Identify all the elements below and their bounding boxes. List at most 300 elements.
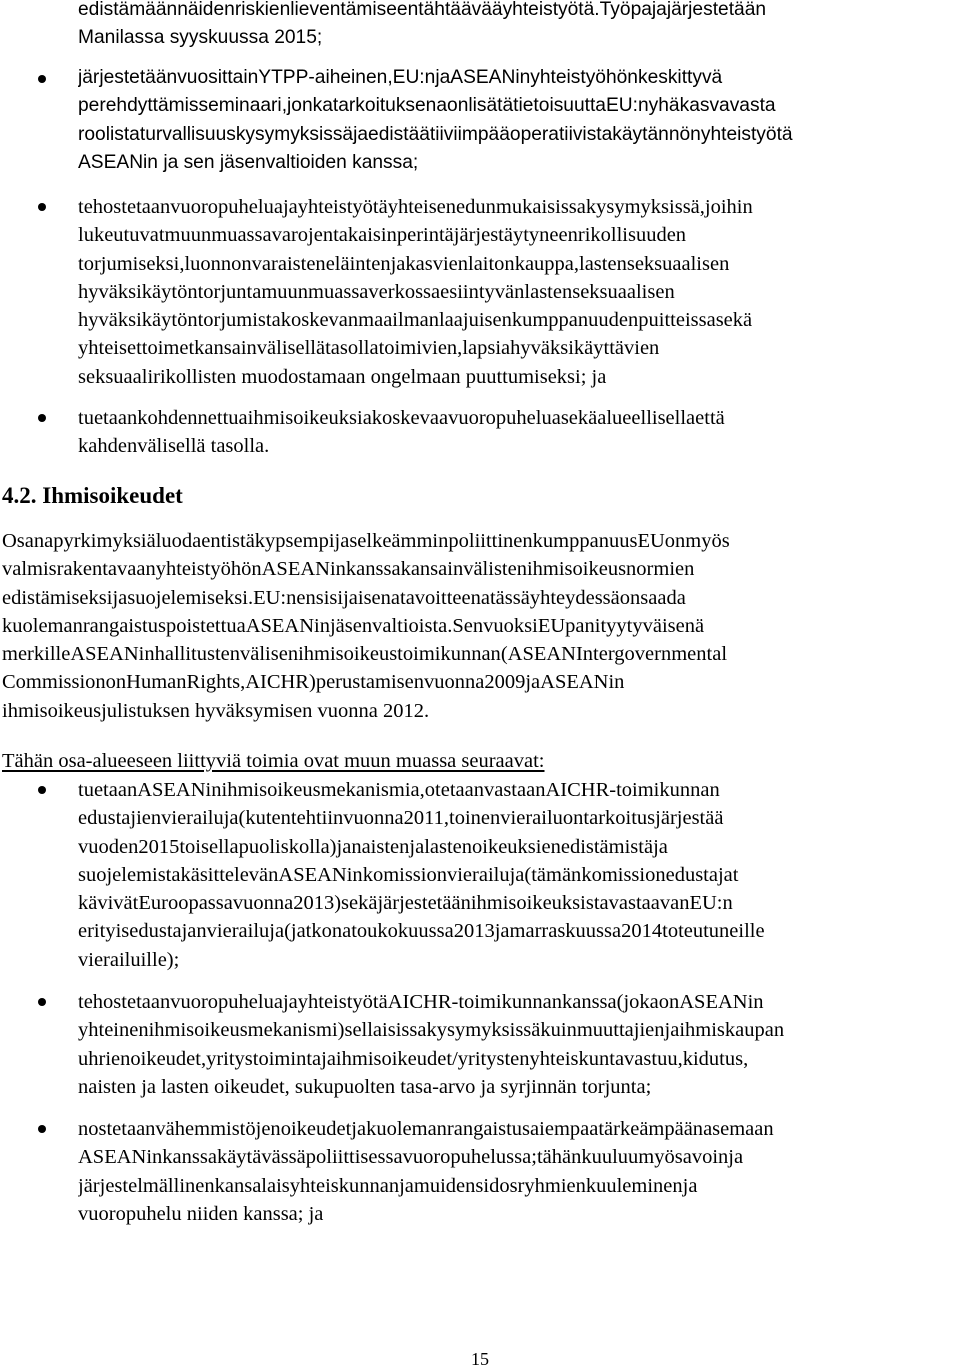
word: nostetaan: [78, 1118, 156, 1140]
word: hyväksikäyttävien: [510, 337, 660, 360]
word: Intergovernmental: [575, 643, 728, 666]
text-line: [2, 527, 958, 555]
word: järjestetään: [377, 892, 471, 915]
word: vierailuja: [161, 807, 239, 830]
word: kanssa: [561, 991, 617, 1013]
word: poliittisessa: [305, 1146, 403, 1169]
word: lasten: [579, 252, 627, 275]
word: muun: [164, 224, 212, 247]
word: luoda: [155, 530, 202, 552]
word: käytännön: [612, 123, 701, 145]
word: jonka: [287, 95, 333, 117]
word: ASEANin: [540, 671, 625, 694]
word: (jatkona: [284, 920, 352, 943]
word: tehostetaan: [78, 196, 171, 218]
word: tarkoitus: [583, 807, 656, 830]
word: ensisijaisena: [296, 586, 401, 609]
word: ja: [282, 991, 298, 1013]
word: pani: [565, 614, 601, 637]
word: Osana: [2, 530, 54, 552]
word: 2014: [621, 920, 663, 943]
word: käsittelevän: [180, 863, 279, 886]
bullet-item: [78, 193, 958, 391]
word: kuuluu: [581, 1146, 639, 1169]
word: hyväksikäytön: [78, 280, 198, 303]
word: järjestää: [655, 807, 724, 830]
word: oikeudet,: [130, 1047, 207, 1070]
word: ASEANin: [261, 558, 346, 581]
word: edistää: [368, 123, 430, 145]
word: kasvien: [405, 252, 468, 275]
word: 2013): [293, 892, 342, 915]
word: ASEANin: [70, 643, 155, 666]
word: koskevaa: [371, 407, 449, 429]
text-line: [78, 64, 958, 92]
word: ASEANin: [245, 614, 330, 637]
word: ja: [282, 196, 298, 218]
word: suojelemiseksi.: [127, 586, 254, 609]
word: pyrkimyksiä: [53, 530, 156, 552]
text-line: [2, 640, 958, 668]
word: ihmisoikeustoimikunnan: [298, 643, 501, 666]
word: on: [562, 807, 584, 830]
word: yhteistyöhön: [155, 558, 262, 581]
word: ihmisoikeusmekanismia,: [221, 779, 425, 801]
word: keskittyvä: [637, 67, 723, 88]
word: uhrien: [78, 1047, 131, 1070]
word: toisella: [179, 835, 239, 858]
word: (tämän: [524, 863, 582, 886]
word: torjumiseksi,: [78, 252, 185, 275]
word: esiintyvän: [440, 280, 525, 303]
bullet-item: [78, 988, 958, 1101]
word: sekä: [715, 309, 753, 332]
word: ja: [351, 1118, 367, 1140]
word: toteutuneille: [662, 920, 765, 943]
word: jäsenvaltioista.: [329, 614, 453, 637]
word: lukeutuvat: [78, 224, 165, 247]
word: Human: [126, 671, 187, 694]
word: vierailuja: [446, 863, 525, 886]
word: sekä: [341, 892, 378, 915]
word: vuoropuhelua: [448, 407, 561, 429]
word: oikeudet: [280, 1118, 352, 1140]
word: myös: [638, 1146, 683, 1169]
word: näiden: [177, 0, 235, 20]
word: vierailu: [500, 807, 563, 830]
word: ja: [728, 1146, 744, 1169]
word: merkille: [2, 643, 71, 666]
word: komission: [581, 863, 666, 886]
text-line: [78, 250, 958, 278]
word: turvallisuuskysymyksissä: [139, 123, 354, 145]
word: seksuaalisen: [572, 280, 675, 303]
text-line: [78, 92, 958, 120]
text-line: [78, 1143, 958, 1171]
word: järjestetään: [666, 0, 767, 20]
word: EU:n: [392, 67, 436, 88]
word: kanssa: [162, 1146, 217, 1169]
text-line: Manilassa syyskuussa 2015;: [78, 27, 323, 49]
word: vastaavan: [608, 892, 690, 915]
word: tarkoituksena: [332, 95, 448, 117]
text-line: [78, 889, 958, 917]
text-line: [78, 1172, 958, 1200]
bullet-item: [78, 64, 958, 177]
word: yhteistyötä: [297, 991, 388, 1013]
bullet-item: [78, 1115, 958, 1228]
text-line: [78, 121, 958, 149]
word: EU: [637, 530, 665, 552]
word: kuolemanrangaistus: [2, 614, 166, 637]
word: ASEANin: [78, 1146, 163, 1169]
text-line: [2, 555, 958, 583]
word: AICHR-toimikunnan: [545, 779, 720, 801]
word: kauppa,: [514, 252, 580, 275]
word: mukaisissa: [495, 196, 586, 218]
word: ja: [336, 835, 352, 858]
text-line: [78, 861, 958, 889]
word: toinen: [449, 807, 501, 830]
word: eläinten: [325, 252, 391, 275]
word: kävivät: [78, 892, 139, 915]
word: rikollisuuden: [577, 224, 687, 247]
word: on: [658, 991, 680, 1013]
word: sekä: [560, 407, 598, 429]
word: käytävässä: [216, 1146, 306, 1169]
text-line: [78, 833, 958, 861]
word: kidutus,: [682, 1047, 749, 1070]
word: ja: [653, 835, 668, 858]
bullet-item: [78, 776, 958, 974]
text-line: [78, 917, 958, 945]
word: ihmisoikeudet: [335, 1047, 453, 1070]
bullet-marker: [38, 75, 46, 83]
text-line: [78, 404, 958, 432]
section-paragraph: [2, 527, 958, 725]
text-line: ihmisoikeusjulistuksen hyväksymisen vuonna 2012.: [2, 699, 430, 722]
word: ihmisoikeuksista: [470, 892, 609, 915]
word: AICHR-toimikunnan: [387, 991, 562, 1013]
text-line: [78, 221, 958, 249]
word: erityisedustajan: [78, 920, 207, 943]
word: hyväksikäytön: [78, 309, 198, 332]
word: puitteissa: [638, 309, 716, 332]
word: kysymyksissä: [426, 1019, 541, 1042]
word: perehdyttämisseminaari,: [78, 95, 288, 117]
word: järjestetään: [78, 67, 178, 88]
word: takaisinperintä: [333, 224, 454, 247]
word: torjunta: [197, 280, 262, 303]
word: vuonna: [232, 892, 294, 915]
word: ja: [353, 123, 369, 145]
word: järjestäytyneen: [453, 224, 578, 247]
word: ASEANin: [679, 991, 764, 1013]
word: alueellisella: [597, 407, 696, 429]
word: vuoropuhelua: [170, 991, 283, 1013]
word: vuonna: [343, 807, 404, 830]
continued-bullet-text: [78, 0, 958, 53]
word: torjumista: [197, 309, 281, 332]
word: valmis: [2, 558, 57, 581]
word: ihmisoikeusmekanismi): [148, 1019, 345, 1042]
word: muassa: [308, 280, 369, 303]
word: muiden: [413, 1174, 476, 1197]
word: koskevan: [280, 309, 359, 332]
word: että: [695, 407, 725, 429]
word: ASEANin: [450, 67, 531, 88]
word: poistettua: [165, 614, 246, 637]
word: YTPP-aiheinen,: [258, 67, 393, 88]
word: lisätä: [468, 95, 514, 117]
word: edistämiseksi: [2, 586, 113, 609]
page-number: 15: [471, 1349, 489, 1369]
word: edun: [456, 196, 496, 218]
word: ihmisoikeusnormien: [526, 558, 695, 581]
word: aiempaa: [530, 1118, 599, 1140]
word: kansalaisyhteiskunnan: [214, 1174, 400, 1197]
word: edustajien: [78, 807, 162, 830]
word: tässä: [489, 586, 530, 609]
word: kumppanuus: [532, 530, 638, 552]
word: edustajat: [665, 863, 739, 886]
word: toimet: [141, 337, 195, 360]
word: tuetaan: [78, 779, 138, 801]
word: kohdennettua: [137, 407, 248, 429]
word: (ASEAN: [500, 643, 576, 666]
text-line: [2, 668, 958, 696]
word: kysymyksissä,: [585, 196, 705, 218]
word: ASEANin: [278, 863, 363, 886]
word: ja: [525, 671, 541, 694]
text-line: [78, 334, 958, 362]
word: yhteydessä: [529, 586, 620, 609]
word: yhteiskuntavastuu,: [529, 1047, 683, 1070]
word: vuonna: [423, 671, 485, 694]
word: marraskuussa: [509, 920, 622, 943]
word: vierailuja: [206, 920, 285, 943]
word: poliittinen: [448, 530, 533, 552]
word: 2011,: [403, 807, 450, 830]
word: riskien: [234, 0, 291, 20]
word: luonnonvaraisten: [184, 252, 326, 275]
word: yhteistyötä.: [502, 0, 600, 20]
word: lasten: [524, 280, 573, 303]
word: tiiviimpää: [429, 123, 510, 145]
word: ja: [334, 530, 350, 552]
text-line: [78, 1115, 958, 1143]
text-line: [78, 1045, 958, 1073]
text-line: [78, 988, 958, 1016]
word: tärkeämpään: [598, 1118, 704, 1140]
word: kansainvälisten: [400, 558, 527, 581]
word: vastaan: [483, 779, 546, 801]
word: yritystoiminta: [206, 1047, 322, 1070]
word: ja: [321, 1047, 336, 1070]
word: kansainvälisellä: [194, 337, 326, 360]
word: yritysten: [457, 1047, 530, 1070]
word: myös: [685, 530, 730, 552]
word: EU:n: [253, 586, 297, 609]
text-line: [78, 193, 958, 221]
word: asemaan: [703, 1118, 774, 1140]
bullet-marker: [38, 786, 46, 794]
word: muun: [261, 280, 309, 303]
word: yhteiset: [78, 337, 142, 360]
word: toimivien,: [378, 337, 463, 360]
word: edistämistä: [560, 835, 654, 858]
word: tietoisuutta: [513, 95, 606, 117]
text-line: [78, 306, 958, 334]
word: 2015: [138, 835, 180, 858]
bullet-marker: [38, 1125, 46, 1133]
text-line: [78, 1016, 958, 1044]
word: tuetaan: [78, 407, 138, 429]
word: ja: [409, 835, 425, 858]
word: naisten: [351, 835, 410, 858]
bullet-marker: [38, 414, 46, 422]
text-line: [2, 584, 958, 612]
subheading: Tähän osa-alueeseen liittyviä toimia ovat muun muassa seuraavat:: [2, 750, 545, 772]
section-heading: 4.2. Ihmisoikeudet: [2, 483, 183, 508]
word: roolista: [78, 123, 140, 145]
word: on: [664, 530, 686, 552]
word: seksuaalisen: [626, 252, 730, 275]
word: /: [452, 1047, 458, 1070]
word: otetaan: [424, 779, 484, 801]
word: saada: [640, 586, 686, 609]
word: vuosittain: [177, 67, 259, 88]
word: ASEANin: [137, 779, 222, 801]
word: ja: [390, 252, 406, 275]
word: edistämään: [78, 0, 178, 20]
word: lasten: [424, 835, 473, 858]
word: (kuten: [238, 807, 291, 830]
word: yhteistyötä: [700, 123, 793, 145]
word: on: [447, 95, 469, 117]
word: AICHR): [245, 671, 316, 694]
word: kasvavasta: [679, 95, 776, 117]
word: ja: [682, 1174, 698, 1197]
word: 2013: [453, 920, 495, 943]
word: kuin: [540, 1019, 577, 1042]
word: EU:n: [689, 892, 733, 915]
word: 2009: [484, 671, 526, 694]
word: komission: [362, 863, 447, 886]
word: tehostetaan: [78, 991, 171, 1013]
word: vuoropuhelua: [170, 196, 283, 218]
word: kumppanuuden: [511, 309, 639, 332]
word: tyytyväisenä: [600, 614, 705, 637]
text-line: [78, 0, 958, 24]
word: tehtiin: [290, 807, 344, 830]
word: vuoden: [78, 835, 139, 858]
word: tasolla: [325, 337, 379, 360]
word: Sen: [452, 614, 484, 637]
word: tavoitteena: [400, 586, 490, 609]
word: yhteinen: [78, 1019, 149, 1042]
word: yhteisen: [387, 196, 457, 218]
word: Commission: [2, 671, 106, 694]
word: maailmanlaajuisen: [358, 309, 512, 332]
word: on: [105, 671, 127, 694]
text-line: seksuaalirikollisten muodostamaan ongelmaan puuttumiseksi; ja: [78, 365, 607, 388]
text-line: [78, 776, 958, 804]
word: verkossa: [368, 280, 441, 303]
word: ja: [494, 920, 510, 943]
word: puoliskolla): [238, 835, 337, 858]
word: vuoksi: [483, 614, 538, 637]
text-line: kahdenvälisellä tasolla.: [78, 435, 270, 458]
word: ja: [399, 1174, 414, 1197]
word: oikeuksien: [472, 835, 561, 858]
word: kanssa: [345, 558, 401, 581]
word: ja: [112, 586, 128, 609]
word: perustamisen: [315, 671, 424, 694]
word: kuuleminen: [585, 1174, 683, 1197]
word: vähemmistöjen: [155, 1118, 281, 1140]
word: yhteistyötä: [297, 196, 388, 218]
word: hallitustenvälisen: [154, 643, 299, 666]
word: ja: [664, 1019, 680, 1042]
word: avoin: [682, 1146, 729, 1169]
word: (joka: [616, 991, 659, 1013]
word: Euroopassa: [138, 892, 233, 915]
word: yhä: [648, 95, 680, 117]
word: järjestelmällinen: [78, 1174, 215, 1197]
word: EU: [537, 614, 566, 637]
word: kuolemanrangaistus: [366, 1118, 531, 1140]
word: lapsia: [462, 337, 511, 360]
word: sidosryhmien: [475, 1174, 586, 1197]
word: toukokuussa: [351, 920, 454, 943]
word: laiton: [468, 252, 515, 275]
word: Työpaja: [599, 0, 667, 20]
word: entistä: [201, 530, 255, 552]
text-line: vuoropuhelu niiden kanssa; ja: [78, 1202, 324, 1225]
word: lieventämiseen: [290, 0, 419, 20]
word: muuttajien: [576, 1019, 665, 1042]
word: muassa: [211, 224, 272, 247]
word: varojen: [271, 224, 334, 247]
word: joihin: [704, 196, 753, 218]
text-line: [78, 278, 958, 306]
text-line: ASEANin ja sen jäsenvaltioiden kanssa;: [78, 151, 419, 173]
word: kypsempi: [254, 530, 335, 552]
word: tähtäävää: [418, 0, 503, 20]
word: yhteistyöhön: [530, 67, 638, 88]
bullet-marker: [38, 203, 46, 211]
word: tähän: [536, 1146, 582, 1169]
bullet-marker: [38, 998, 46, 1006]
text-line: [78, 804, 958, 832]
text-line: vierailuille);: [78, 948, 180, 971]
word: ja: [435, 67, 451, 88]
text-line: [2, 612, 958, 640]
word: sellaisissa: [344, 1019, 427, 1042]
word: on: [619, 586, 641, 609]
word: ihmisoikeuksia: [247, 407, 372, 429]
word: suojelemista: [78, 863, 181, 886]
word: ihmiskaupan: [679, 1019, 785, 1042]
word: Rights,: [186, 671, 246, 694]
text-line: naisten ja lasten oikeudet, sukupuolten tasa-arvo ja syrjinnän torjunta;: [78, 1075, 652, 1098]
word: vuoropuhelussa;: [402, 1146, 537, 1169]
word: operatiivista: [509, 123, 613, 145]
word: EU:n: [605, 95, 649, 117]
word: rakentavaan: [56, 558, 156, 581]
bullet-item: [78, 404, 958, 461]
